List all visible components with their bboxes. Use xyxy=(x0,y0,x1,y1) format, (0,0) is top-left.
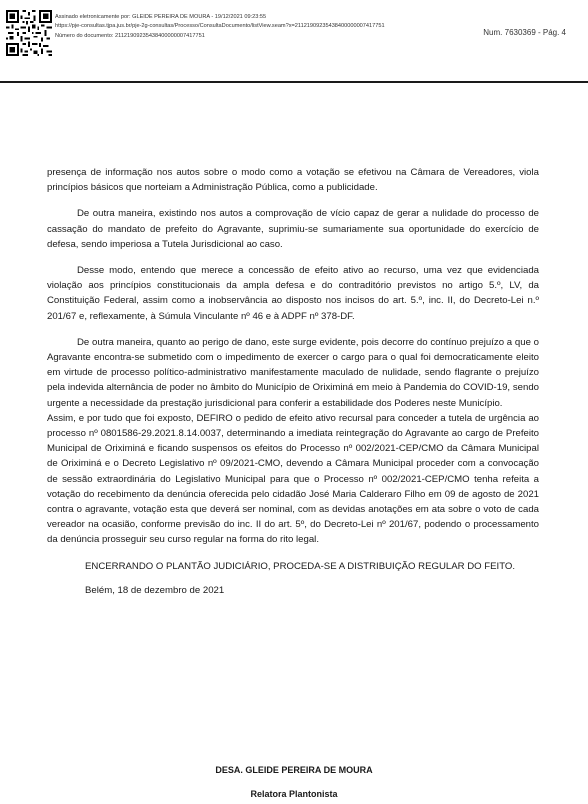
signature-info xyxy=(55,13,385,41)
document-header xyxy=(0,0,588,82)
paragraph-danger: De outra maneira, quanto ao perigo de dano, este surge evidente, pois decorre do contínuo prejuízo a que o Agravante encontra-se submetido com o impedimento de exercer o cargo para o qual foi democraticamente eleito em virtude de processo político-administrativo manifestamente maculado de nulidade, sendo flagrante o prejuízo pela indevida alternância de poder no âmbito do Município de Oriximiná em meio à Pandemia do COVID-19, sendo urgente a necessidade da prestação jurisdicional para conferir a estabilidade dos Poderes neste Município. xyxy=(47,336,539,409)
paragraph-decision: Assim, e por tudo que foi exposto, DEFIRO o pedido de efeito ativo recursal para conceder a tutela de urgência ao processo nº 0801586-29.2021.8.14.0037, determinando a imediata reintegração do Agravante ao cargo de Prefeito Municipal de Oriximiná e ficando suspensos os efeitos do Processo nº 002/2021-CEP/CMO da Câmara Municipal de Oriximiná e o Decreto Legislativo nº 09/2021-CMO, devendo a Câmara Municipal proceder com a convocação de sessão extraordinária do Legislativo Municipal para que o Processo nº 002/2021-CEP/CMO tenha refeita a votação do recebimento da denúncia oferecida pelo cidadão José Maria Calderaro Filho em 09 de agosto de 2021 contra o agravante, votação esta que deverá ser nominal, com as devidas anotações em ata sobre o voto de cada vereador na ocasião, conforme previsão do inc. II do art. 5º, do Decreto-Lei nº 201/67, podendo o processamento da denúncia prosseguir seu curso regular na forma do rito legal. xyxy=(47,412,539,546)
paragraph-active-effect: Desse modo, entendo que merece a concessão de efeito ativo ao recurso, uma vez que evidenciada violação aos princípios constitucionais da ampla defesa e do contraditório previstos no artigo 5.º, LV, da Constituição Federal, assim como a inobservância ao disposto nos incisos do art. 5.º, inc. II, do Decreto-Lei n.º 201/67 e, reflexamente, à Súmula Vinculante nº 46 e à ADPF nº 378-DF. xyxy=(47,265,539,322)
paragraph-publicity: presença de informação nos autos sobre o modo como a votação se efetivou na Câmara de Vereadores, viola princípios básicos que norteiam a Administração Pública, como a publicidade. xyxy=(47,167,539,194)
document-body xyxy=(47,165,539,598)
date-line: Belém, 18 de dezembro de 2021 xyxy=(85,584,225,596)
closing-statement: ENCERRANDO O PLANTÃO JUDICIÁRIO, PROCEDA-SE A DISTRIBUIÇÃO REGULAR DO FEITO. xyxy=(85,560,516,572)
signature-doc-number: Número do documento: 21121909235438400000007417751 xyxy=(55,32,205,39)
signature-signer: Assinado eletronicamente por: GLEIDE PEREIRA DE MOURA - 19/12/2021 09:23:55 xyxy=(55,14,267,20)
page-number: Num. 7630369 - Pág. 4 xyxy=(483,28,566,37)
signer-role: Relatora Plantonista xyxy=(250,789,338,799)
qr-code-icon xyxy=(6,10,52,56)
signer-name: DESA. GLEIDE PEREIRA DE MOURA xyxy=(215,765,373,775)
signature-url: https://pje-consultas.tjpa.jus.br/pje-2g-consultas/Processo/ConsultaDocumento/listView.seam?x=21121909235438400000007417751 xyxy=(55,23,385,30)
paragraph-defense: De outra maneira, existindo nos autos a comprovação de vício capaz de gerar a nulidade do processo de cassação do mandato de prefeito do Agravante, suprimiu-se sumariamente sua oportunidade do exercício de defesa, sendo imperiosa a Tutela Jurisdicional ao caso. xyxy=(47,208,539,250)
header-divider xyxy=(0,81,588,83)
